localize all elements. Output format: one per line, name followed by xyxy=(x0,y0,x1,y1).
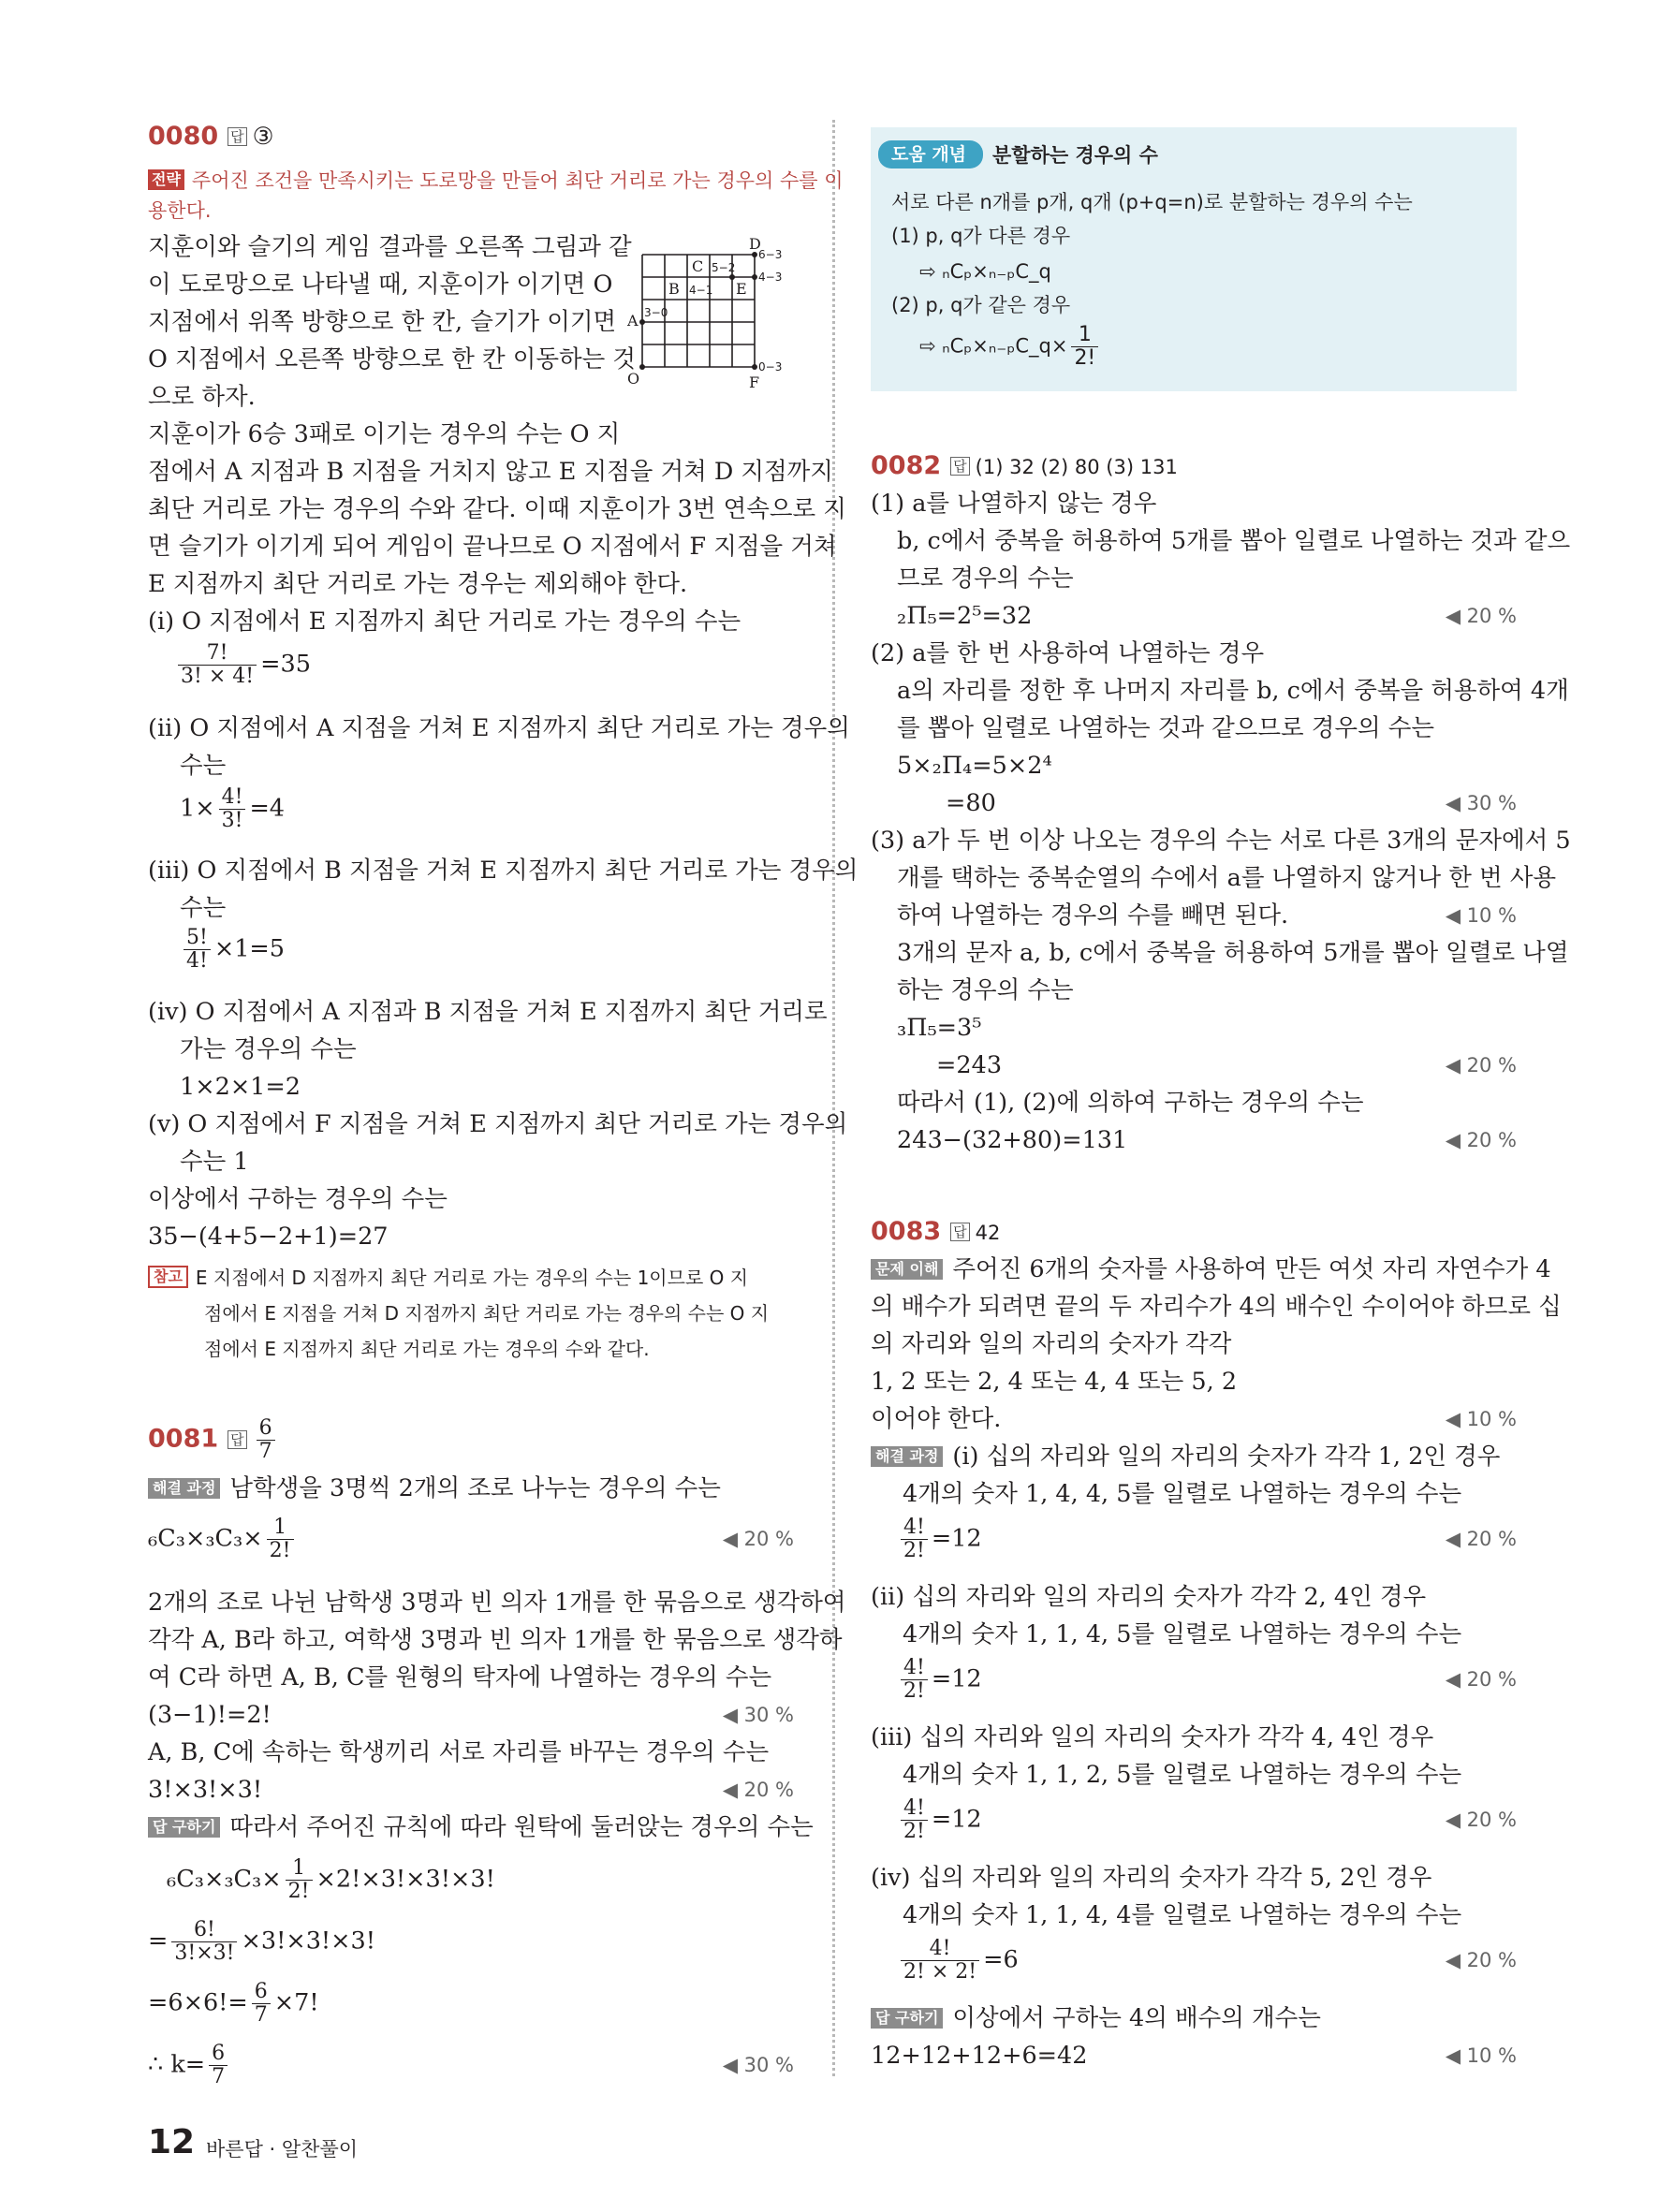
text-line: 4개의 숫자 1, 4, 4, 5를 일렬로 나열하는 경우의 수는 xyxy=(903,1480,1462,1508)
text-line: 이 도로망으로 나타낼 때, 지훈이가 이기면 O xyxy=(148,271,613,299)
text-line: (3) a가 두 번 이상 나오는 경우의 수는 서로 다른 3개의 문자에서 5 xyxy=(871,827,1571,855)
strategy-line-2: 용한다. xyxy=(148,199,212,222)
score-percent: ◀ 20 % xyxy=(1445,605,1517,627)
step-tag: 문제 이해 xyxy=(871,1259,943,1280)
fraction: $\frac{4!}{3!}$ xyxy=(219,786,246,832)
answer-label: 답 xyxy=(228,127,247,146)
text-line: 따라서 (1), (2)에 의하여 구하는 경우의 수는 xyxy=(897,1089,1364,1117)
text-line: (ⅲ) 십의 자리와 일의 자리의 숫자가 각각 4, 4인 경우 xyxy=(871,1723,1434,1751)
formula-line: $\frac{4!}{2!}$ =12 ◀ 20 % xyxy=(897,1516,1517,1562)
answer: 42 xyxy=(975,1222,1001,1244)
formula-line: $\frac{7!}{3! \times 4!}$ =35 xyxy=(174,642,311,688)
formula-line: 3!×3!×3! ◀ 20 % xyxy=(148,1773,794,1807)
text-line: 답 구하기 이상에서 구하는 4의 배수의 개수는 xyxy=(871,2001,1321,2035)
formula-line: ₆C₃×₃C₃× $\frac{1}{2!}$ ×2!×3!×3!×3! xyxy=(167,1856,495,1903)
score-percent: ◀ 30 % xyxy=(722,1704,794,1726)
label-B: B xyxy=(668,280,680,298)
fraction: $\frac{6!}{3!\times 3!}$ xyxy=(171,1919,237,1965)
text-line: 2개의 조로 나뉜 남학생 3명과 빈 의자 1개를 한 묶음으로 생각하여 xyxy=(148,1589,846,1617)
label-O: O xyxy=(627,370,640,388)
note-tag: 참고 xyxy=(148,1266,188,1288)
text-line: (2) a를 한 번 사용하여 나열하는 경우 xyxy=(871,639,1265,667)
text-line: (ⅰ) O 지점에서 E 지점까지 최단 거리로 가는 경우의 수는 xyxy=(148,608,741,636)
text-line: 4개의 숫자 1, 1, 4, 4를 일렬로 나열하는 경우의 수는 xyxy=(903,1901,1462,1929)
text-line: 지훈이와 슬기의 게임 결과를 오른쪽 그림과 같 xyxy=(148,233,632,261)
problem-number: 0083 xyxy=(871,1217,942,1246)
fraction: $\frac{6}{7}$ xyxy=(252,1981,271,2027)
score-3-0: 3−0 xyxy=(644,306,668,319)
road-grid-figure xyxy=(624,236,811,404)
text-line: 이어야 한다. ◀ 10 % xyxy=(871,1402,1517,1436)
label-A: A xyxy=(627,312,639,330)
text-line: 지점에서 위쪽 방향으로 한 칸, 슬기가 이기면 xyxy=(148,308,617,336)
score-percent: ◀ 20 % xyxy=(722,1528,794,1550)
formula-line: 12+12+12+6=42 ◀ 10 % xyxy=(871,2039,1517,2073)
formula-line: ₃Π₅=3⁵ xyxy=(897,1014,982,1042)
fraction: $\frac{4!}{2!}$ xyxy=(901,1657,928,1703)
answer: ③ xyxy=(252,123,274,151)
note-line: 참고 E 지점에서 D 지점까지 최단 거리로 가는 경우의 수는 1이므로 O 지 xyxy=(148,1260,748,1295)
problem-number: 0081 xyxy=(148,1424,219,1454)
score-percent: ◀ 20 % xyxy=(1445,1809,1517,1831)
problem-0081-header xyxy=(148,1417,279,1463)
column-divider xyxy=(832,120,835,2076)
score-0-3: 0−3 xyxy=(758,360,783,374)
text-line: 해결 과정 (ⅰ) 십의 자리와 일의 자리의 숫자가 각각 1, 2인 경우 xyxy=(871,1440,1500,1473)
step-tag: 해결 과정 xyxy=(871,1446,943,1467)
formula-line: 1× $\frac{4!}{3!}$ =4 xyxy=(180,785,286,832)
concept-line: 서로 다른 n개를 p개, q개 (p+q=n)로 분할하는 경우의 수는 xyxy=(891,191,1413,213)
problem-0083-header xyxy=(871,1215,1000,1250)
score-5-2: 5−2 xyxy=(712,261,736,274)
score-percent: ◀ 20 % xyxy=(1445,1528,1517,1550)
label-C: C xyxy=(692,257,704,275)
formula-line: 5×₂Π₄=5×2⁴ xyxy=(897,752,1052,780)
fraction: $\frac{5!}{4!}$ xyxy=(184,927,211,973)
score-6-3: 6−3 xyxy=(758,248,783,261)
case-v: (ⅴ) O 지점에서 F 지점을 거쳐 E 지점까지 최단 거리로 가는 경우의 xyxy=(148,1110,848,1138)
case-iii-2: 수는 xyxy=(180,894,227,922)
concept-title: 분할하는 경우의 수 xyxy=(992,144,1158,167)
text-line: 1, 2 또는 2, 4 또는 4, 4 또는 5, 2 xyxy=(871,1368,1238,1396)
text-line: 여 C라 하면 A, B, C를 원형의 탁자에 나열하는 경우의 수는 xyxy=(148,1663,772,1692)
case-iv: (ⅳ) O 지점에서 A 지점과 B 지점을 거쳐 E 지점까지 최단 거리로 xyxy=(148,998,828,1026)
text-line: (1) a를 나열하지 않는 경우 xyxy=(871,490,1157,518)
concept-tag: 도움 개념 xyxy=(878,140,983,168)
text-line: 4개의 숫자 1, 1, 2, 5를 일렬로 나열하는 경우의 수는 xyxy=(903,1761,1462,1789)
text-line: 4개의 숫자 1, 1, 4, 5를 일렬로 나열하는 경우의 수는 xyxy=(903,1620,1462,1648)
text-line: 점에서 A 지점과 B 지점을 거치지 않고 E 지점을 거쳐 D 지점까지 xyxy=(148,458,833,486)
score-percent: ◀ 10 % xyxy=(1445,1408,1517,1430)
formula-line: ₂Π₅=2⁵=32 ◀ 20 % xyxy=(897,599,1517,633)
score-4-3: 4−3 xyxy=(758,271,783,284)
strategy-line xyxy=(148,163,844,198)
score-percent: ◀ 20 % xyxy=(1445,1054,1517,1077)
concept-line: ⇨ ₙCₚ×ₙ₋ₚC_q xyxy=(919,260,1051,283)
label-D: D xyxy=(749,236,761,253)
page-number: 12 xyxy=(148,2123,196,2161)
strategy-tag: 전략 xyxy=(148,169,184,190)
concept-box xyxy=(871,127,1517,391)
note-line-3: 점에서 E 지점까지 최단 거리로 가는 경우의 수와 같다. xyxy=(204,1338,650,1360)
fraction: $\frac{4!}{2! \times 2!}$ xyxy=(901,1938,979,1984)
text-line: 지훈이가 6승 3패로 이기는 경우의 수는 O 지 xyxy=(148,420,621,448)
formula-line: 243−(32+80)=131 ◀ 20 % xyxy=(897,1123,1517,1157)
case-iii: (ⅲ) O 지점에서 B 지점을 거쳐 E 지점까지 최단 거리로 가는 경우의 xyxy=(148,857,859,885)
problem-number: 0080 xyxy=(148,122,219,151)
text-line: (ⅱ) 십의 자리와 일의 자리의 숫자가 각각 2, 4인 경우 xyxy=(871,1583,1427,1611)
fraction: $\frac{7!}{3! \times 4!}$ xyxy=(178,642,257,688)
case-iv-3: 1×2×1=2 xyxy=(180,1073,301,1101)
score-percent: ◀ 20 % xyxy=(1445,1668,1517,1691)
fraction: $\frac{6}{7}$ xyxy=(209,2043,228,2088)
formula-line: (3−1)!=2! ◀ 30 % xyxy=(148,1698,794,1732)
formula-line: $\frac{4!}{2!}$ =12 ◀ 20 % xyxy=(897,1797,1517,1843)
text-line: 의 배수가 되려면 끝의 두 자리수가 4의 배수인 수이어야 하므로 십 xyxy=(871,1293,1562,1321)
score-percent: ◀ 20 % xyxy=(1445,1129,1517,1151)
case-ii: (ⅱ) O 지점에서 A 지점을 거쳐 E 지점까지 최단 거리로 가는 경우의 xyxy=(148,714,850,742)
formula-line: ∴ k= $\frac{6}{7}$ ◀ 30 % xyxy=(148,2042,794,2088)
summary-line: 이상에서 구하는 경우의 수는 xyxy=(148,1185,448,1213)
formula-line: = $\frac{6!}{3!\times 3!}$ ×3!×3!×3! xyxy=(148,1918,375,1965)
strategy-text: 주어진 조건을 만족시키는 도로망을 만들어 최단 거리로 가는 경우의 수를 이 xyxy=(191,169,844,192)
text-line: a의 자리를 정한 후 나머지 자리를 b, c에서 중복을 허용하여 4개 xyxy=(897,677,1569,705)
fraction: $\frac{1}{2!}$ xyxy=(267,1516,294,1562)
score-percent: ◀ 30 % xyxy=(722,2054,794,2076)
formula-line: $\frac{4!}{2!}$ =12 ◀ 20 % xyxy=(897,1657,1517,1703)
text-line: b, c에서 중복을 허용하여 5개를 뽑아 일렬로 나열하는 것과 같으 xyxy=(897,527,1571,555)
step-tag: 답 구하기 xyxy=(871,2008,943,2029)
score-percent: ◀ 10 % xyxy=(1445,904,1517,927)
score-percent: ◀ 10 % xyxy=(1445,2044,1517,2067)
note-line-2: 점에서 E 지점을 거쳐 D 지점까지 최단 거리로 가는 경우의 수는 O 지 xyxy=(204,1302,770,1325)
text-line: 의 자리와 일의 자리의 숫자가 각각 xyxy=(871,1330,1232,1358)
text-line: 하여 나열하는 경우의 수를 빼면 된다. ◀ 10 % xyxy=(897,899,1517,932)
text-line: 를 뽑아 일렬로 나열하는 것과 같으므로 경우의 수는 xyxy=(897,714,1435,742)
answer-label: 답 xyxy=(950,457,970,476)
fraction: $\frac{1}{2!}$ xyxy=(286,1857,313,1903)
text-line: 최단 거리로 가는 경우의 수와 같다. 이때 지훈이가 3번 연속으로 지 xyxy=(148,495,846,523)
formula-line: =243 ◀ 20 % xyxy=(936,1048,1517,1082)
formula-line: $\frac{5!}{4!}$ ×1=5 xyxy=(180,927,285,973)
formula-line: =80 ◀ 30 % xyxy=(946,786,1517,820)
text-line: 하는 경우의 수는 xyxy=(897,976,1074,1004)
text-line: 으로 하자. xyxy=(148,383,256,411)
formula-line: =6×6!= $\frac{6}{7}$ ×7! xyxy=(148,1980,319,2027)
book-title: 바른답 · 알찬풀이 xyxy=(206,2138,359,2161)
concept-line: (1) p, q가 다른 경우 xyxy=(891,225,1071,247)
text-line: 개를 택하는 중복순열의 수에서 a를 나열하지 않거나 한 번 사용 xyxy=(897,864,1556,892)
text-line: A, B, C에 속하는 학생끼리 서로 자리를 바꾸는 경우의 수는 xyxy=(148,1738,770,1766)
text-line: 답 구하기 따라서 주어진 규칙에 따라 원탁에 둘러앉는 경우의 수는 xyxy=(148,1810,814,1844)
summary-result: 35−(4+5−2+1)=27 xyxy=(148,1223,389,1251)
case-v-2: 수는 1 xyxy=(180,1148,249,1176)
step-tag: 답 구하기 xyxy=(148,1817,220,1838)
text-line: E 지점까지 최단 거리로 가는 경우는 제외해야 한다. xyxy=(148,570,688,598)
problem-number: 0082 xyxy=(871,451,942,480)
label-F: F xyxy=(749,374,760,391)
answer-fraction: $\frac{6}{7}$ xyxy=(257,1417,275,1463)
score-4-1: 4−1 xyxy=(689,284,713,297)
score-percent: ◀ 30 % xyxy=(1445,792,1517,814)
fraction: $\frac{4!}{2!}$ xyxy=(901,1516,928,1562)
answer: (1) 32 (2) 80 (3) 131 xyxy=(975,456,1178,478)
concept-line: ⇨ ₙCₚ×ₙ₋ₚC_q× $\frac{1}{2!}$ xyxy=(919,324,1102,370)
text-line: 문제 이해 주어진 6개의 숫자를 사용하여 만든 여섯 자리 자연수가 4 xyxy=(871,1252,1551,1286)
problem-0080-header xyxy=(148,120,274,154)
step-tag: 해결 과정 xyxy=(148,1478,220,1499)
text-line: (ⅳ) 십의 자리와 일의 자리의 숫자가 각각 5, 2인 경우 xyxy=(871,1864,1432,1892)
answer-label: 답 xyxy=(228,1430,247,1449)
text-line: 므로 경우의 수는 xyxy=(897,564,1074,593)
score-percent: ◀ 20 % xyxy=(1445,1949,1517,1971)
answer-label: 답 xyxy=(950,1223,970,1241)
label-E: E xyxy=(736,280,747,298)
score-percent: ◀ 20 % xyxy=(722,1779,794,1801)
concept-line: (2) p, q가 같은 경우 xyxy=(891,294,1071,316)
text-line: 면 슬기가 이기게 되어 게임이 끝나므로 O 지점에서 F 지점을 거쳐 xyxy=(148,533,837,561)
formula-line: $\frac{4!}{2! \times 2!}$ =6 ◀ 20 % xyxy=(897,1938,1517,1984)
problem-0082-header xyxy=(871,449,1178,484)
text-line: 각각 A, B라 하고, 여학생 3명과 빈 의자 1개를 한 묶음으로 생각하 xyxy=(148,1626,843,1654)
text-line: 해결 과정 남학생을 3명씩 2개의 조로 나누는 경우의 수는 xyxy=(148,1472,721,1505)
text-line: 3개의 문자 a, b, c에서 중복을 허용하여 5개를 뽑아 일렬로 나열 xyxy=(897,939,1569,967)
formula-line: ₆C₃×₃C₃× $\frac{1}{2!}$ ◀ 20 % xyxy=(148,1516,794,1562)
case-iv-2: 가는 경우의 수는 xyxy=(180,1035,357,1063)
fraction: $\frac{4!}{2!}$ xyxy=(901,1797,928,1843)
text-line: O 지점에서 오른쪽 방향으로 한 칸 이동하는 것 xyxy=(148,345,637,374)
case-ii-2: 수는 xyxy=(180,752,227,780)
